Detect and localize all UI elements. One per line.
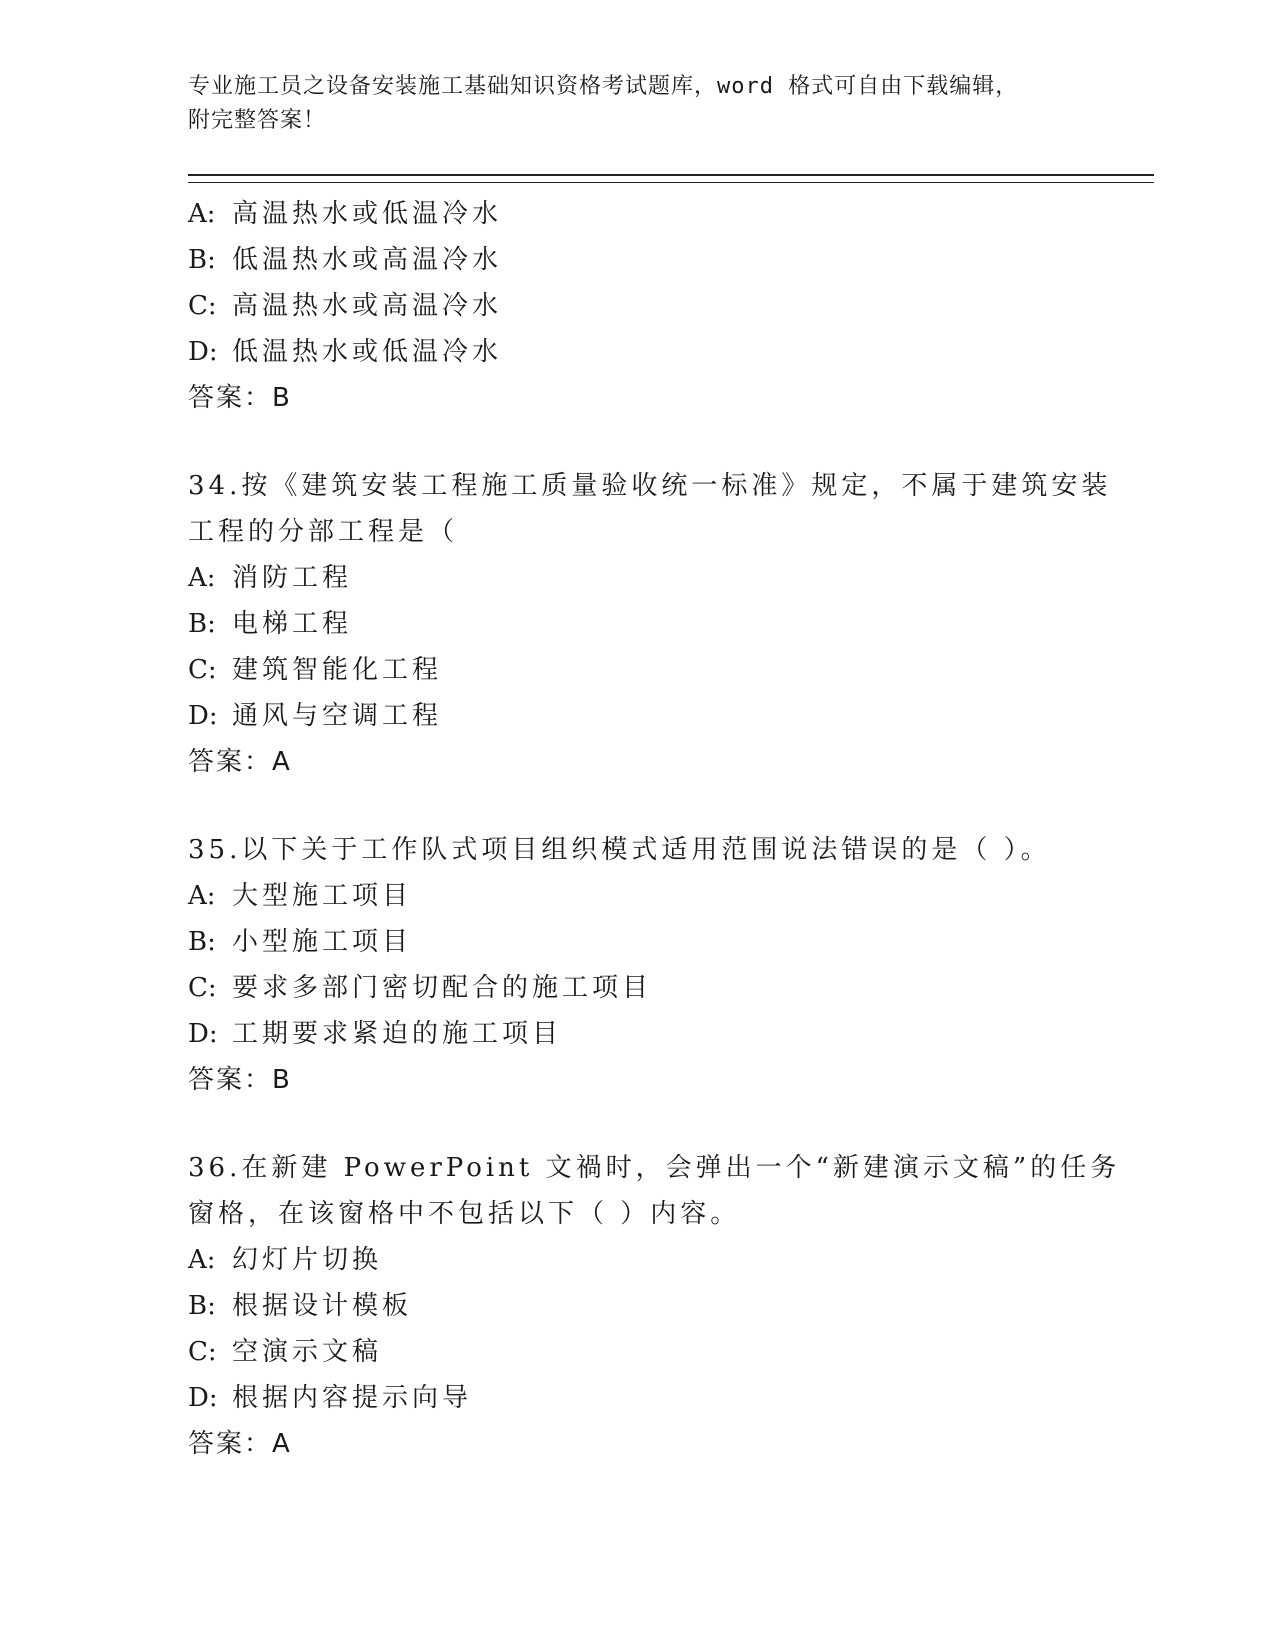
option-label: A: [188, 1245, 216, 1275]
question-35 [188, 827, 1154, 1103]
option-text: 高温热水或高温冷水 [232, 291, 503, 321]
option-c [188, 647, 1154, 693]
answer: 答案：A [188, 1429, 292, 1459]
option-text: 低温热水或高温冷水 [232, 245, 503, 275]
option-text: 电梯工程 [232, 609, 353, 639]
option-c [188, 965, 1154, 1011]
option-label: D: [188, 1019, 218, 1049]
question-partial [188, 191, 1154, 421]
option-b [188, 601, 1154, 647]
question-stem-line: 工程的分部工程是（ [188, 517, 459, 547]
option-text: 低温热水或低温冷水 [232, 337, 503, 367]
option-d [188, 1375, 1154, 1421]
header-divider [188, 174, 1154, 183]
option-a [188, 191, 1154, 237]
option-a [188, 1237, 1154, 1283]
option-label: A: [188, 881, 216, 911]
document-page [188, 70, 1154, 1467]
option-label: A: [188, 563, 216, 593]
option-text: 小型施工项目 [232, 927, 413, 957]
option-label: B: [188, 245, 216, 275]
option-label: B: [188, 609, 216, 639]
option-d [188, 329, 1154, 375]
option-label: D: [188, 1383, 218, 1413]
option-d [188, 1011, 1154, 1057]
option-label: D: [188, 337, 218, 367]
answer: 答案：B [188, 383, 292, 413]
option-text: 根据内容提示向导 [232, 1383, 473, 1413]
option-text: 根据设计模板 [232, 1291, 413, 1321]
option-b [188, 237, 1154, 283]
option-label: C: [188, 973, 217, 1003]
question-stem-line: 34.按《建筑安装工程施工质量验收统一标准》规定，不属于建筑安装 [188, 471, 1112, 501]
option-text: 消防工程 [232, 563, 353, 593]
option-label: A: [188, 199, 216, 229]
option-text: 建筑智能化工程 [232, 655, 443, 685]
answer: 答案：B [188, 1065, 292, 1095]
option-b [188, 919, 1154, 965]
option-c [188, 1329, 1154, 1375]
question-34 [188, 463, 1154, 785]
option-text: 幻灯片切换 [232, 1245, 383, 1275]
option-text: 要求多部门密切配合的施工项目 [232, 973, 653, 1003]
option-label: C: [188, 291, 217, 321]
option-label: C: [188, 1337, 217, 1367]
question-36 [188, 1145, 1154, 1467]
option-text: 通风与空调工程 [232, 701, 443, 731]
question-list [188, 191, 1154, 1467]
option-text: 大型施工项目 [232, 881, 413, 911]
option-a [188, 873, 1154, 919]
option-label: D: [188, 701, 218, 731]
option-label: C: [188, 655, 217, 685]
option-text: 高温热水或低温冷水 [232, 199, 503, 229]
header-line-2: 附完整答案！ [188, 108, 327, 133]
option-label: B: [188, 927, 216, 957]
option-d [188, 693, 1154, 739]
question-stem-line: 36.在新建 PowerPoint 文禍时，会弹出一个“新建演示文稿”的任务 [188, 1153, 1121, 1183]
option-label: B: [188, 1291, 216, 1321]
question-stem-line: 窗格，在该窗格中不包括以下（ ）内容。 [188, 1199, 741, 1229]
question-stem-line: 35.以下关于工作队式项目组织模式适用范围说法错误的是（ ）。 [188, 835, 1051, 865]
option-c [188, 283, 1154, 329]
option-b [188, 1283, 1154, 1329]
answer: 答案：A [188, 747, 292, 777]
option-text: 空演示文稿 [232, 1337, 383, 1367]
option-text: 工期要求紧迫的施工项目 [232, 1019, 563, 1049]
option-a [188, 555, 1154, 601]
header-line-1: 专业施工员之设备安装施工基础知识资格考试题库，word 格式可自由下载编辑， [188, 74, 1019, 99]
document-header [188, 70, 1154, 138]
